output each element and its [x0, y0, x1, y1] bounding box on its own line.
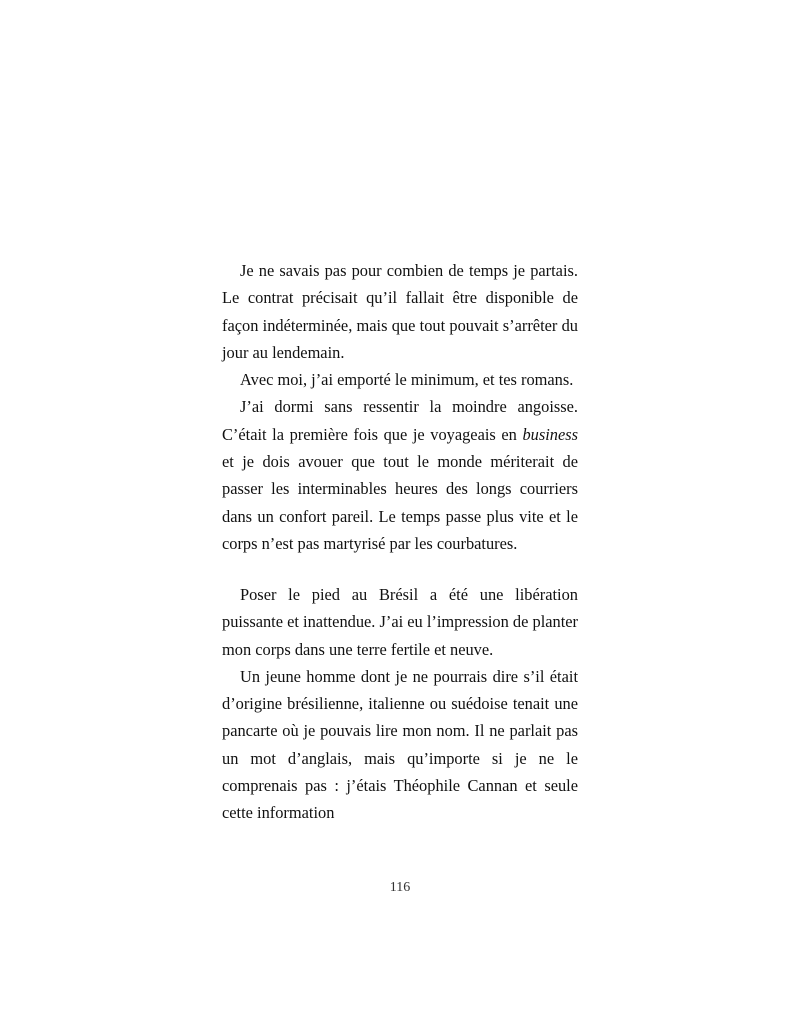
paragraph-3 [222, 393, 578, 557]
paragraph-3-end: et je dois avouer que tout le monde mériterait de passer les interminables heures des longs courriers dans un confort pareil. Le temps passe plus vite et le corps n’est pas martyrisé par les courbatures. [222, 452, 578, 553]
paragraph-3-start: J’ai dormi sans ressentir la moindre angoisse. C’était la première fois que je voyageais en [222, 397, 578, 444]
page-number: 116 [389, 880, 411, 895]
text-section-2 [222, 581, 578, 827]
paragraph-4: Poser le pied au Brésil a été une libération puissante et inattendue. J’ai eu l’impression de planter mon corps dans une terre fertile et neuve. [222, 585, 578, 659]
paragraph-5: Un jeune homme dont je ne pourrais dire s’il était d’origine brésilienne, italienne ou suédoise tenait une pancarte où je pouvais lire mon nom. Il ne parlait pas un mot d’anglais, mais qu’importe si je ne le comprenais pas : j’étais Théophile Cannan et seule cette information [222, 666, 578, 823]
italic-word: business [522, 424, 578, 444]
paragraph-1: Je ne savais pas pour combien de temps je partais. Le contrat précisait qu’il fallait être disponible de façon indéterminée, mais que tout pouvait s’arrêter du jour au lendemain. [222, 261, 578, 362]
paragraph-2: Avec moi, j’ai emporté le minimum, et tes romans. [240, 370, 574, 390]
text-section-1 [222, 257, 578, 557]
